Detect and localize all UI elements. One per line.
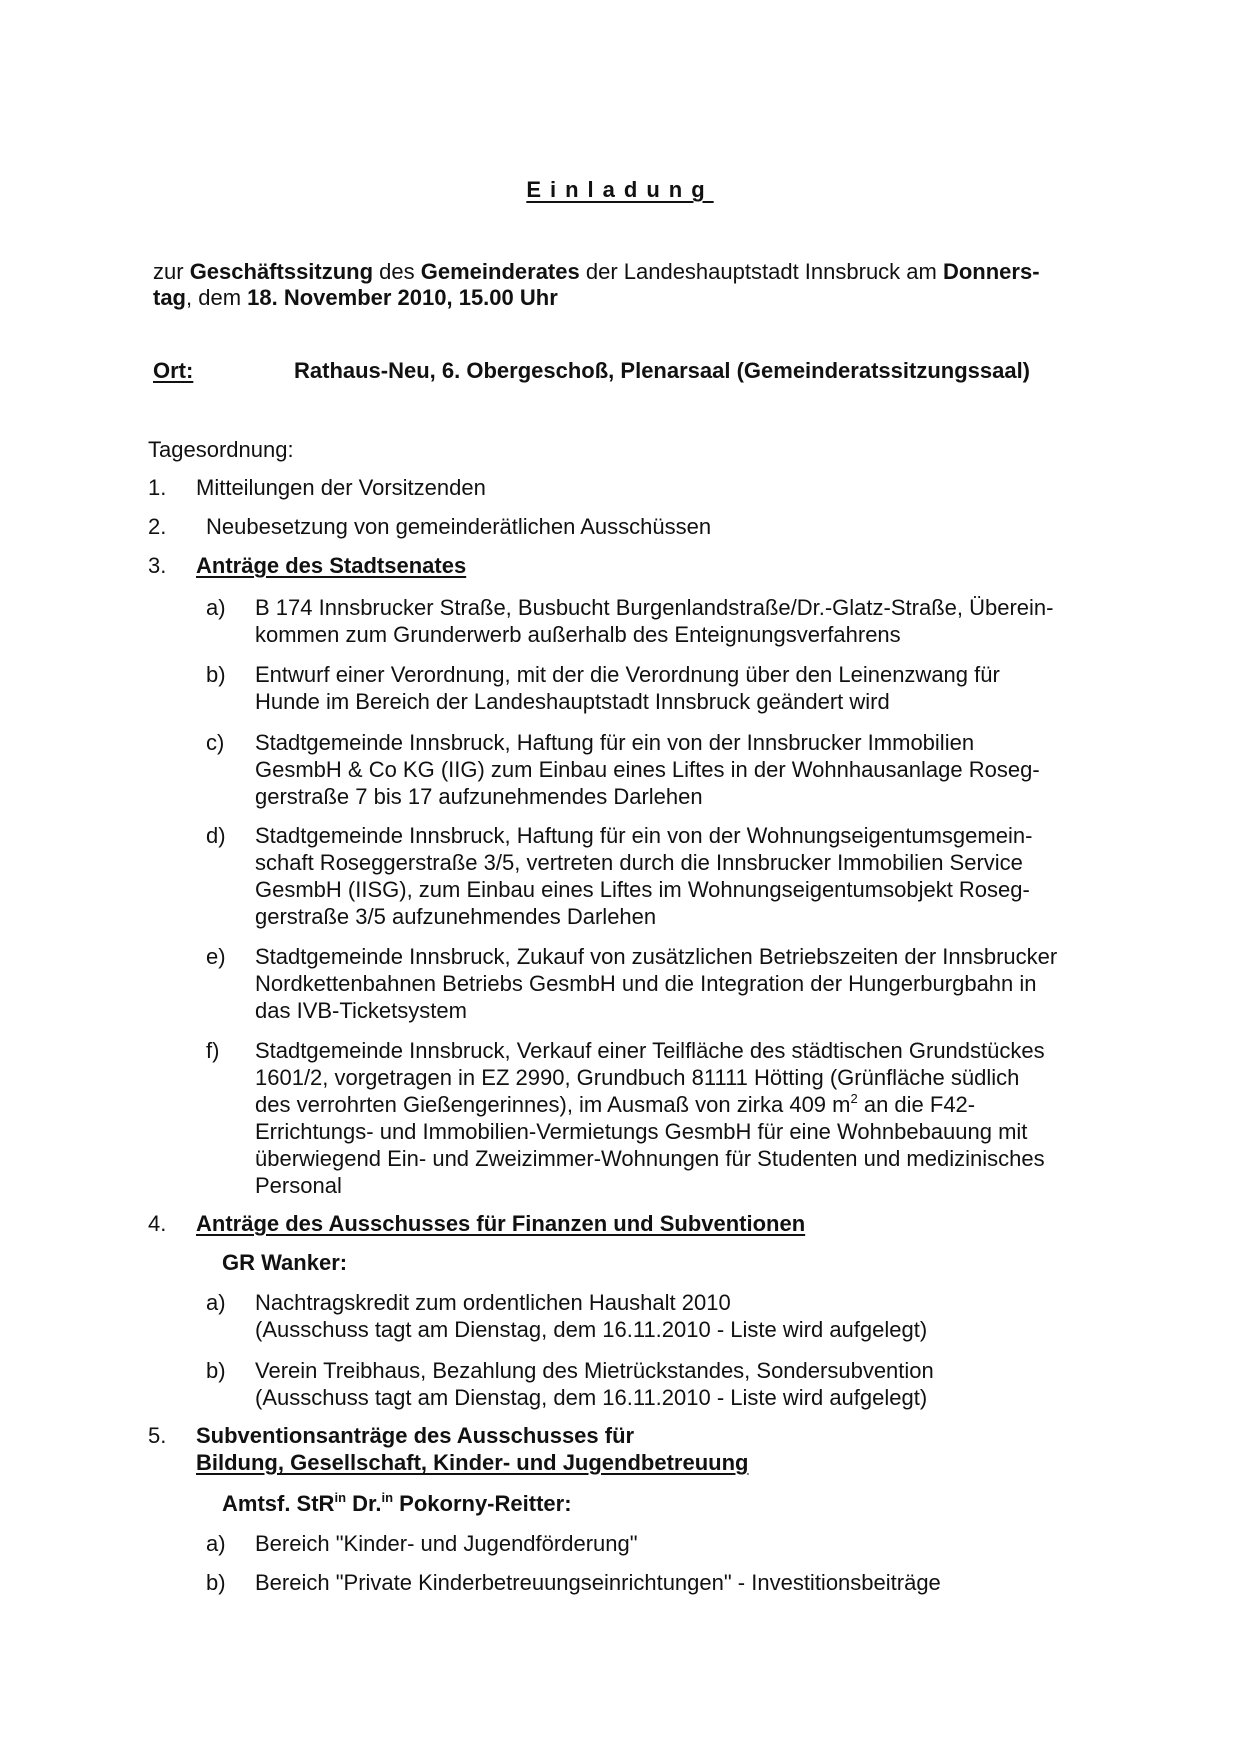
sub-text: Bereich "Kinder- und Jugendförderung" bbox=[255, 1531, 638, 1556]
speaker-part: Pokorny-Reitter: bbox=[393, 1491, 572, 1516]
sub-letter: e) bbox=[206, 944, 226, 969]
item-number: 5. bbox=[148, 1423, 167, 1448]
sub-letter: b) bbox=[206, 1358, 226, 1383]
intro-text: der Landeshauptstadt Innsbruck am bbox=[579, 259, 943, 284]
sub-letter: a) bbox=[206, 1290, 226, 1315]
intro-bold: Donners- bbox=[942, 259, 1040, 284]
sub-text: überwiegend Ein- und Zweizimmer-Wohnungen für Studenten und medizinisches bbox=[255, 1146, 1045, 1171]
sub-text: gerstraße 7 bis 17 aufzunehmendes Darlehen bbox=[255, 784, 703, 809]
sub-text: Nachtragskredit zum ordentlichen Haushalt 2010 bbox=[255, 1290, 731, 1315]
intro-bold: Geschäftssitzung bbox=[189, 259, 374, 284]
speaker: GR Wanker: bbox=[222, 1250, 348, 1275]
document-title: Einladung bbox=[526, 177, 714, 202]
sub-text: gerstraße 3/5 aufzunehmendes Darlehen bbox=[255, 904, 657, 929]
sub-text-part: an die F42- bbox=[857, 1092, 976, 1117]
intro-bold: tag bbox=[153, 285, 186, 310]
sub-text: Entwurf einer Verordnung, mit der die Verordnung über den Leinenzwang für bbox=[255, 662, 1000, 687]
item-number: 1. bbox=[148, 475, 167, 500]
superscript: in bbox=[381, 1490, 394, 1505]
intro-text: zur bbox=[153, 259, 190, 284]
item-text: Neubesetzung von gemeinderätlichen Ausschüssen bbox=[206, 514, 712, 539]
item-text: Mitteilungen der Vorsitzenden bbox=[196, 475, 486, 500]
sub-letter: a) bbox=[206, 595, 226, 620]
sub-text: (Ausschuss tagt am Dienstag, dem 16.11.2010 - Liste wird aufgelegt) bbox=[255, 1385, 928, 1410]
sub-text: (Ausschuss tagt am Dienstag, dem 16.11.2010 - Liste wird aufgelegt) bbox=[255, 1317, 928, 1342]
item-number: 3. bbox=[148, 553, 167, 578]
location-label: Ort: bbox=[153, 358, 194, 383]
speaker-part: Dr. bbox=[346, 1491, 382, 1516]
sub-text: kommen zum Grunderwerb außerhalb des Enteignungsverfahrens bbox=[255, 622, 901, 647]
sub-text: schaft Roseggerstraße 3/5, vertreten durch die Innsbrucker Immobilien Service bbox=[255, 850, 1023, 875]
sub-letter: c) bbox=[206, 730, 225, 755]
item-heading: Anträge des Stadtsenates bbox=[196, 553, 467, 578]
sub-text: Stadtgemeinde Innsbruck, Zukauf von zusätzlichen Betriebszeiten der Innsbrucker bbox=[255, 944, 1058, 969]
sub-text: GesmbH & Co KG (IIG) zum Einbau eines Liftes in der Wohnhausanlage Roseg- bbox=[255, 757, 1040, 782]
sub-text: Nordkettenbahnen Betriebs GesmbH und die Integration der Hungerburgbahn in bbox=[255, 971, 1037, 996]
superscript: 2 bbox=[850, 1091, 858, 1106]
sub-text: Personal bbox=[255, 1173, 342, 1198]
sub-text: das IVB-Ticketsystem bbox=[255, 998, 467, 1023]
item-heading: Anträge des Ausschusses für Finanzen und Subventionen bbox=[196, 1211, 806, 1236]
intro-bold: Gemeinderates bbox=[420, 259, 580, 284]
sub-text: Stadtgemeinde Innsbruck, Haftung für ein von der Innsbrucker Immobilien bbox=[255, 730, 975, 755]
sub-letter: a) bbox=[206, 1531, 226, 1556]
item-heading: Subventionsanträge des Ausschusses für bbox=[196, 1423, 635, 1448]
sub-text-part: des verrohrten Gießengerinnes), im Ausmaß von zirka 409 m bbox=[255, 1092, 851, 1117]
sub-text: Stadtgemeinde Innsbruck, Haftung für ein von der Wohnungseigentumsgemein- bbox=[255, 823, 1033, 848]
sub-text: Errichtungs- und Immobilien-Vermietungs GesmbH für eine Wohnbebauung mit bbox=[255, 1119, 1028, 1144]
intro-text: , dem bbox=[186, 285, 248, 310]
sub-text: GesmbH (IISG), zum Einbau eines Liftes im Wohnungseigentumsobjekt Roseg- bbox=[255, 877, 1030, 902]
intro-line-1 bbox=[153, 258, 1040, 285]
sub-text: Bereich "Private Kinderbetreuungseinrichtungen" - Investitionsbeiträge bbox=[255, 1570, 941, 1595]
speaker-part: Amtsf. StR bbox=[222, 1491, 335, 1516]
sub-letter: b) bbox=[206, 1570, 226, 1595]
sub-text: Stadtgemeinde Innsbruck, Verkauf einer Teilfläche des städtischen Grundstückes bbox=[255, 1038, 1045, 1063]
intro-line-2 bbox=[153, 284, 558, 311]
sub-text: Hunde im Bereich der Landeshauptstadt Innsbruck geändert wird bbox=[255, 689, 890, 714]
sub-letter: d) bbox=[206, 823, 226, 848]
item-number: 4. bbox=[148, 1211, 167, 1236]
location-value: Rathaus-Neu, 6. Obergeschoß, Plenarsaal (Gemeinderatssitzungssaal) bbox=[294, 358, 1031, 383]
sub-letter: f) bbox=[206, 1038, 220, 1063]
sub-letter: b) bbox=[206, 662, 226, 687]
agenda-heading: Tagesordnung: bbox=[148, 437, 294, 462]
item-number: 2. bbox=[148, 514, 167, 539]
intro-text: des bbox=[373, 259, 421, 284]
sub-text: B 174 Innsbrucker Straße, Busbucht Burgenlandstraße/Dr.-Glatz-Straße, Überein- bbox=[255, 595, 1054, 620]
item-heading: Bildung, Gesellschaft, Kinder- und Jugendbetreuung bbox=[196, 1450, 749, 1475]
sub-text: Verein Treibhaus, Bezahlung des Mietrückstandes, Sondersubvention bbox=[255, 1358, 934, 1383]
superscript: in bbox=[334, 1490, 347, 1505]
sub-text: 1601/2, vorgetragen in EZ 2990, Grundbuch 81111 Hötting (Grünfläche südlich bbox=[255, 1065, 1020, 1090]
speaker bbox=[222, 1490, 572, 1517]
meeting-date: 18. November 2010, 15.00 Uhr bbox=[247, 285, 558, 310]
sub-text bbox=[255, 1091, 975, 1118]
